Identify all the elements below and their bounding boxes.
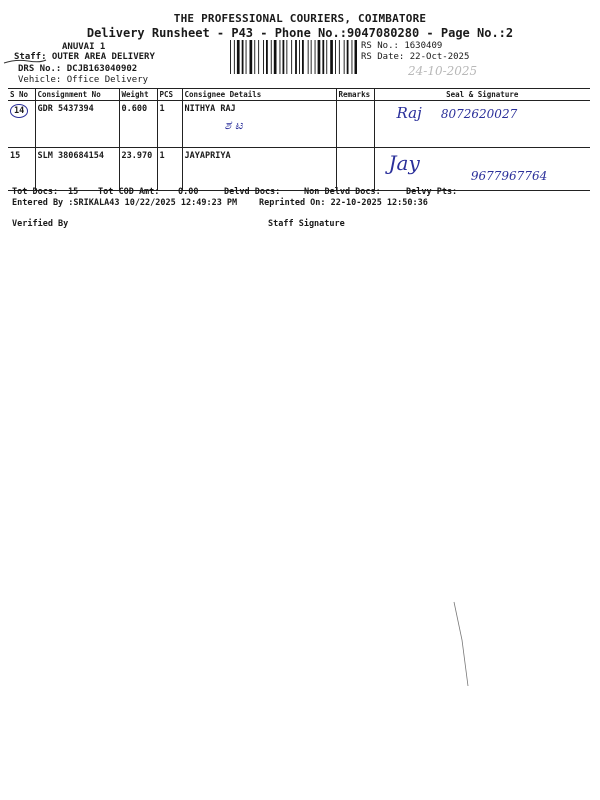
consignee-name: NITHYA RAJ xyxy=(184,104,236,114)
entered-by: Entered By :SRIKALA43 10/22/2025 12:49:23 PM xyxy=(12,198,238,208)
pen-stroke-mark xyxy=(452,600,472,690)
drs-number: DRS No.: DCJB163040902 xyxy=(18,64,138,74)
rs-number: RS No.: 1630409 xyxy=(361,41,443,51)
col-remarks: Remarks xyxy=(336,89,374,101)
reprinted-on: Reprinted On: 22-10-2025 12:50:36 xyxy=(259,198,428,208)
runsheet-subtitle: Delivery Runsheet - P43 - Phone No.:9047080280 - Page No.:2 xyxy=(86,26,514,40)
signature-mark: Jay xyxy=(388,151,420,175)
handwritten-phone: 9677967764 xyxy=(470,169,548,183)
col-pcs: PCS xyxy=(157,89,182,101)
tot-docs-label: Tot Docs: xyxy=(12,187,59,197)
signature-mark: Raj xyxy=(396,104,422,122)
col-seal-signature: Seal & Signature xyxy=(374,89,590,101)
row-consignee xyxy=(182,101,336,148)
delvd-docs-label: Delvd Docs: xyxy=(224,187,281,197)
table-row xyxy=(8,101,590,148)
handwritten-phone: 8072620027 xyxy=(440,107,518,121)
vehicle-label: Vehicle: Office Delivery xyxy=(18,75,149,85)
col-weight: Weight xyxy=(119,89,157,101)
document-title: THE PROFESSIONAL COURIERS, COIMBATORE xyxy=(173,12,427,25)
row-remarks xyxy=(336,148,374,191)
row-sno: 15 xyxy=(8,148,35,191)
row-weight: 23.970 xyxy=(119,148,157,191)
table-header-row xyxy=(8,89,590,101)
row-remarks xyxy=(336,101,374,148)
top-left-line: ANUVAI 1 xyxy=(62,42,106,52)
col-sno: S No xyxy=(8,89,35,101)
verified-by-label: Verified By xyxy=(12,219,69,229)
tot-cod-value: 0.00 xyxy=(178,187,199,197)
rs-date: RS Date: 22-Oct-2025 xyxy=(361,52,470,62)
col-consignee-details: Consignee Details xyxy=(182,89,336,101)
row-pcs: 1 xyxy=(157,101,182,148)
row-sno xyxy=(8,101,35,148)
non-delvd-docs-label: Non Delvd Docs: xyxy=(304,187,381,197)
row-seal-signature xyxy=(374,148,590,191)
handwritten-note: ಶ ಟ xyxy=(224,118,243,132)
handwritten-date: 24-10-2025 xyxy=(408,64,478,78)
runsheet-table xyxy=(8,88,590,191)
row-weight: 0.600 xyxy=(119,101,157,148)
row-seal-signature xyxy=(374,101,590,148)
row-consignment-no: SLM 380684154 xyxy=(35,148,119,191)
col-consignment-no: Consignment No xyxy=(35,89,119,101)
row-consignee: JAYAPRIYA xyxy=(182,148,336,191)
row-consignment-no: GDR 5437394 xyxy=(35,101,119,148)
table-row xyxy=(8,148,590,191)
staff-label: Staff: OUTER AREA DELIVERY xyxy=(14,52,155,62)
delvy-pts-label: Delvy Pts: xyxy=(406,187,458,197)
row-pcs: 1 xyxy=(157,148,182,191)
staff-signature-label: Staff Signature xyxy=(268,219,345,229)
tot-cod-label: Tot COD Amt: xyxy=(98,187,160,197)
barcode xyxy=(229,40,357,74)
tot-docs-value: 15 xyxy=(68,187,79,197)
circled-sno: 14 xyxy=(10,104,28,118)
